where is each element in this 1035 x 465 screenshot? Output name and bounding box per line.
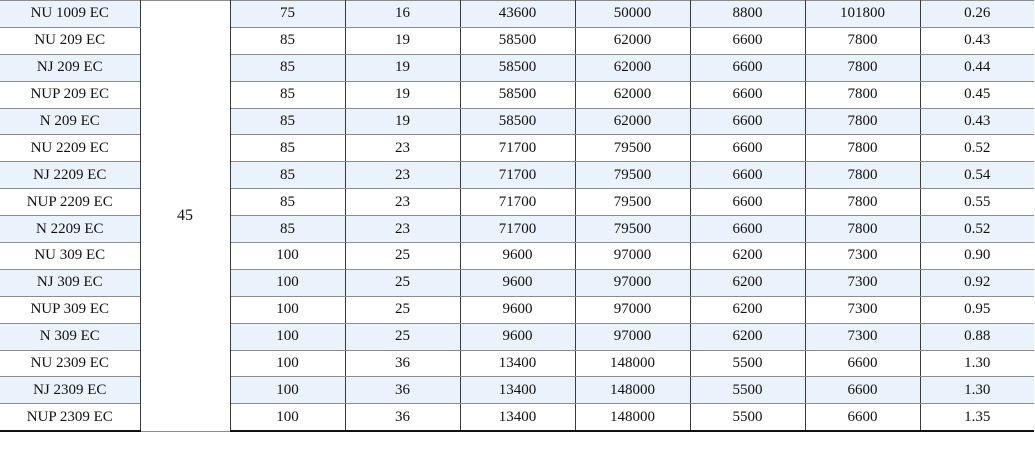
cell-width: 23: [345, 189, 460, 216]
cell-dynamic-load: 58500: [460, 54, 575, 81]
cell-mass: 0.43: [920, 108, 1034, 135]
cell-static-load: 50000: [575, 1, 690, 28]
cell-static-load: 79500: [575, 189, 690, 216]
cell-mass: 0.52: [920, 216, 1034, 243]
cell-designation: NU 1009 EC: [0, 1, 140, 28]
cell-mass: 0.88: [920, 323, 1034, 350]
cell-static-load: 62000: [575, 81, 690, 108]
cell-dynamic-load: 58500: [460, 27, 575, 54]
cell-static-load: 62000: [575, 108, 690, 135]
cell-dynamic-load: 9600: [460, 269, 575, 296]
cell-limiting-speed: 7800: [805, 108, 920, 135]
cell-width: 23: [345, 135, 460, 162]
cell-designation: N 309 EC: [0, 323, 140, 350]
table-row: [0, 1, 1034, 28]
cell-limiting-speed: 6600: [805, 377, 920, 404]
cell-dynamic-load: 9600: [460, 243, 575, 270]
cell-dynamic-load: 9600: [460, 323, 575, 350]
cell-outer-diameter: 85: [230, 135, 345, 162]
cell-designation: NU 209 EC: [0, 27, 140, 54]
cell-mass: 0.44: [920, 54, 1034, 81]
cell-width: 16: [345, 1, 460, 28]
cell-width: 25: [345, 323, 460, 350]
cell-width: 19: [345, 81, 460, 108]
cell-outer-diameter: 100: [230, 377, 345, 404]
cell-designation: NU 309 EC: [0, 243, 140, 270]
cell-reference-speed: 6600: [690, 162, 805, 189]
cell-static-load: 97000: [575, 323, 690, 350]
cell-mass: 0.52: [920, 135, 1034, 162]
cell-reference-speed: 5500: [690, 350, 805, 377]
cell-outer-diameter: 85: [230, 189, 345, 216]
cell-dynamic-load: 71700: [460, 135, 575, 162]
cell-dynamic-load: 71700: [460, 162, 575, 189]
cell-mass: 1.30: [920, 350, 1034, 377]
cell-static-load: 62000: [575, 27, 690, 54]
cell-outer-diameter: 85: [230, 27, 345, 54]
cell-mass: 0.26: [920, 1, 1034, 28]
cell-designation: N 209 EC: [0, 108, 140, 135]
cell-reference-speed: 6200: [690, 323, 805, 350]
cell-outer-diameter: 85: [230, 54, 345, 81]
cell-reference-speed: 6200: [690, 296, 805, 323]
cell-designation: NUP 2209 EC: [0, 189, 140, 216]
cell-mass: 1.30: [920, 377, 1034, 404]
cell-width: 19: [345, 27, 460, 54]
cell-limiting-speed: 6600: [805, 350, 920, 377]
cell-designation: NJ 309 EC: [0, 269, 140, 296]
cell-outer-diameter: 100: [230, 269, 345, 296]
cell-static-load: 148000: [575, 404, 690, 431]
cell-dynamic-load: 58500: [460, 81, 575, 108]
cell-static-load: 97000: [575, 243, 690, 270]
cell-designation: NUP 2309 EC: [0, 404, 140, 431]
cell-dynamic-load: 13400: [460, 377, 575, 404]
cell-designation: NJ 2309 EC: [0, 377, 140, 404]
cell-static-load: 79500: [575, 135, 690, 162]
cell-dynamic-load: 71700: [460, 216, 575, 243]
cell-limiting-speed: 6600: [805, 404, 920, 431]
cell-designation: NUP 209 EC: [0, 81, 140, 108]
cell-outer-diameter: 85: [230, 108, 345, 135]
cell-reference-speed: 5500: [690, 377, 805, 404]
cell-reference-speed: 8800: [690, 1, 805, 28]
cell-static-load: 79500: [575, 216, 690, 243]
cell-width: 25: [345, 243, 460, 270]
cell-limiting-speed: 7300: [805, 269, 920, 296]
cell-designation: NJ 2209 EC: [0, 162, 140, 189]
cell-limiting-speed: 7800: [805, 216, 920, 243]
cell-limiting-speed: 7300: [805, 296, 920, 323]
cell-static-load: 148000: [575, 377, 690, 404]
cell-reference-speed: 6600: [690, 216, 805, 243]
cell-width: 25: [345, 269, 460, 296]
cell-limiting-speed: 7800: [805, 54, 920, 81]
cell-outer-diameter: 85: [230, 216, 345, 243]
cell-static-load: 97000: [575, 269, 690, 296]
cell-static-load: 97000: [575, 296, 690, 323]
cell-dynamic-load: 71700: [460, 189, 575, 216]
cell-limiting-speed: 7300: [805, 323, 920, 350]
cell-mass: 0.95: [920, 296, 1034, 323]
cell-limiting-speed: 7800: [805, 81, 920, 108]
cell-limiting-speed: 7800: [805, 189, 920, 216]
cell-width: 36: [345, 350, 460, 377]
cell-reference-speed: 6600: [690, 81, 805, 108]
cell-width: 19: [345, 108, 460, 135]
cell-width: 25: [345, 296, 460, 323]
cell-reference-speed: 5500: [690, 404, 805, 431]
cell-outer-diameter: 85: [230, 81, 345, 108]
cell-outer-diameter: 100: [230, 323, 345, 350]
cell-limiting-speed: 7800: [805, 162, 920, 189]
cell-mass: 0.54: [920, 162, 1034, 189]
cell-limiting-speed: 7800: [805, 27, 920, 54]
cell-outer-diameter: 75: [230, 1, 345, 28]
cell-width: 19: [345, 54, 460, 81]
cell-static-load: 62000: [575, 54, 690, 81]
cell-mass: 0.92: [920, 269, 1034, 296]
cell-outer-diameter: 100: [230, 350, 345, 377]
cell-designation: NU 2309 EC: [0, 350, 140, 377]
cell-reference-speed: 6600: [690, 108, 805, 135]
cell-reference-speed: 6600: [690, 135, 805, 162]
cell-mass: 0.90: [920, 243, 1034, 270]
cell-dynamic-load: 58500: [460, 108, 575, 135]
cell-outer-diameter: 100: [230, 296, 345, 323]
cell-dynamic-load: 13400: [460, 404, 575, 431]
cell-reference-speed: 6600: [690, 189, 805, 216]
cell-designation: NJ 209 EC: [0, 54, 140, 81]
cell-dynamic-load: 13400: [460, 350, 575, 377]
cell-limiting-speed: 101800: [805, 1, 920, 28]
cell-dynamic-load: 9600: [460, 296, 575, 323]
cell-outer-diameter: 100: [230, 243, 345, 270]
cell-designation: NU 2209 EC: [0, 135, 140, 162]
cell-designation: NUP 309 EC: [0, 296, 140, 323]
cell-designation: N 2209 EC: [0, 216, 140, 243]
cell-width: 36: [345, 404, 460, 431]
cell-width: 23: [345, 216, 460, 243]
cell-outer-diameter: 100: [230, 404, 345, 431]
cell-outer-diameter: 85: [230, 162, 345, 189]
cell-limiting-speed: 7300: [805, 243, 920, 270]
cell-reference-speed: 6600: [690, 54, 805, 81]
cell-mass: 0.43: [920, 27, 1034, 54]
cell-width: 23: [345, 162, 460, 189]
table-body: [0, 1, 1034, 432]
cell-bore-diameter-merged: 45: [140, 1, 230, 432]
cell-reference-speed: 6200: [690, 243, 805, 270]
cell-mass: 0.55: [920, 189, 1034, 216]
cell-static-load: 79500: [575, 162, 690, 189]
cell-mass: 1.35: [920, 404, 1034, 431]
cell-mass: 0.45: [920, 81, 1034, 108]
cell-static-load: 148000: [575, 350, 690, 377]
cell-reference-speed: 6200: [690, 269, 805, 296]
cell-dynamic-load: 43600: [460, 1, 575, 28]
cell-limiting-speed: 7800: [805, 135, 920, 162]
cell-width: 36: [345, 377, 460, 404]
cell-reference-speed: 6600: [690, 27, 805, 54]
